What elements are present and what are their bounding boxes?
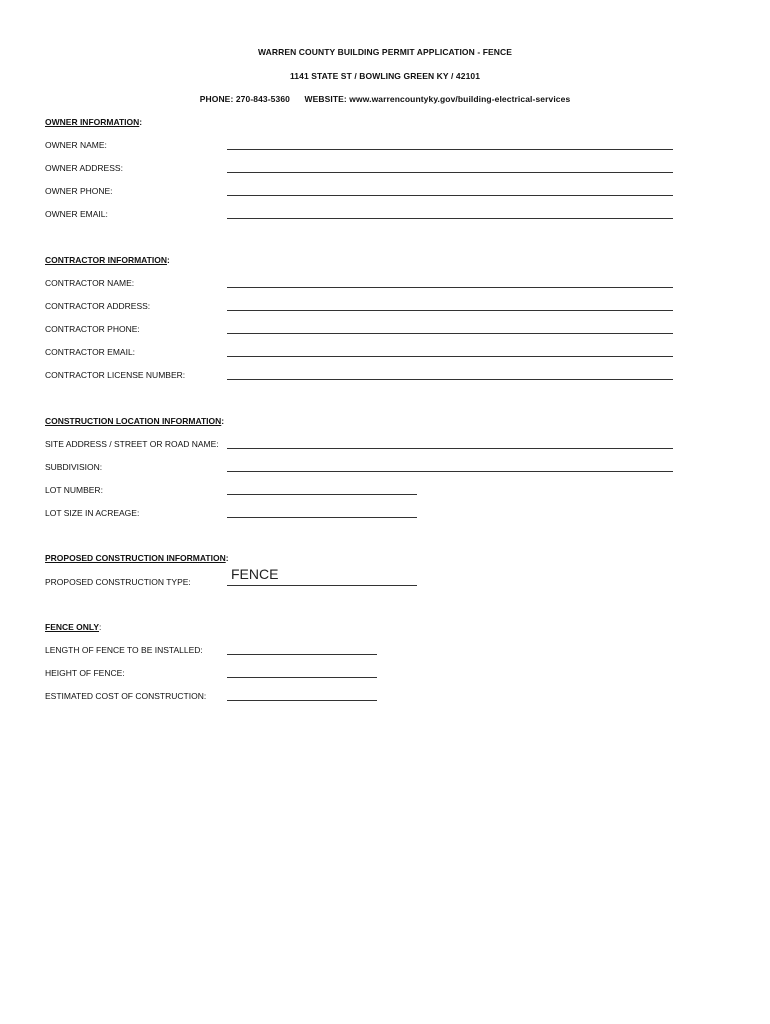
construction-type-field[interactable]: [227, 585, 417, 586]
estimated-cost-field[interactable]: [227, 700, 377, 701]
location-heading-text: CONSTRUCTION LOCATION INFORMATION: [45, 416, 222, 426]
contractor-email-field[interactable]: [227, 356, 673, 357]
lot-size-field[interactable]: [227, 517, 417, 518]
owner-address-field[interactable]: [227, 172, 673, 173]
site-address-label: SITE ADDRESS / STREET OR ROAD NAME:: [45, 439, 219, 449]
owner-address-label: OWNER ADDRESS:: [45, 163, 123, 173]
construction-type-label: PROPOSED CONSTRUCTION TYPE:: [45, 577, 191, 587]
proposed-section-heading: PROPOSED CONSTRUCTION INFORMATION:: [45, 553, 229, 563]
contractor-phone-label: CONTRACTOR PHONE:: [45, 324, 140, 334]
owner-section-heading: OWNER INFORMATION:: [45, 117, 143, 127]
contractor-heading-text: CONTRACTOR INFORMATION: [45, 255, 167, 265]
contractor-email-label: CONTRACTOR EMAIL:: [45, 347, 136, 357]
contractor-address-label: CONTRACTOR ADDRESS:: [45, 301, 151, 311]
lot-number-label: LOT NUMBER:: [45, 485, 103, 495]
fence-height-label: HEIGHT OF FENCE:: [45, 668, 125, 678]
lot-number-field[interactable]: [227, 494, 417, 495]
fence-length-field[interactable]: [227, 654, 377, 655]
contractor-section-heading: CONTRACTOR INFORMATION:: [45, 255, 170, 265]
owner-name-label: OWNER NAME:: [45, 140, 107, 150]
subdivision-field[interactable]: [227, 471, 673, 472]
contractor-license-field[interactable]: [227, 379, 673, 380]
owner-email-label: OWNER EMAIL:: [45, 209, 108, 219]
estimated-cost-label: ESTIMATED COST OF CONSTRUCTION:: [45, 691, 207, 701]
phone-label: PHONE:: [199, 94, 234, 104]
owner-name-field[interactable]: [227, 149, 673, 150]
fence-heading-text: FENCE ONLY: [45, 622, 100, 632]
contractor-name-label: CONTRACTOR NAME:: [45, 278, 135, 288]
contractor-phone-field[interactable]: [227, 333, 673, 334]
fence-section-heading: FENCE ONLY:: [45, 622, 102, 632]
fence-height-field[interactable]: [227, 677, 377, 678]
subdivision-label: SUBDIVISION:: [45, 462, 103, 472]
fence-length-label: LENGTH OF FENCE TO BE INSTALLED:: [45, 645, 203, 655]
owner-email-field[interactable]: [227, 218, 673, 219]
contact-line: [0, 94, 770, 104]
lot-size-label: LOT SIZE IN ACREAGE:: [45, 508, 140, 518]
phone-number: 270-843-5360: [235, 94, 290, 104]
website-link[interactable]: www.warrencountyky.gov/building-electrical-services: [349, 94, 571, 104]
owner-phone-field[interactable]: [227, 195, 673, 196]
contractor-license-label: CONTRACTOR LICENSE NUMBER:: [45, 370, 186, 380]
office-address: 1141 STATE ST / BOWLING GREEN KY / 42101: [289, 71, 481, 81]
website-label: WEBSITE:: [304, 94, 347, 104]
form-title: WARREN COUNTY BUILDING PERMIT APPLICATION - FENCE: [257, 47, 513, 57]
proposed-heading-text: PROPOSED CONSTRUCTION INFORMATION: [45, 553, 226, 563]
construction-type-value[interactable]: FENCE: [231, 566, 279, 582]
contractor-address-field[interactable]: [227, 310, 673, 311]
owner-phone-label: OWNER PHONE:: [45, 186, 113, 196]
site-address-field[interactable]: [227, 448, 673, 449]
contractor-name-field[interactable]: [227, 287, 673, 288]
location-section-heading: CONSTRUCTION LOCATION INFORMATION:: [45, 416, 225, 426]
owner-heading-text: OWNER INFORMATION: [45, 117, 140, 127]
